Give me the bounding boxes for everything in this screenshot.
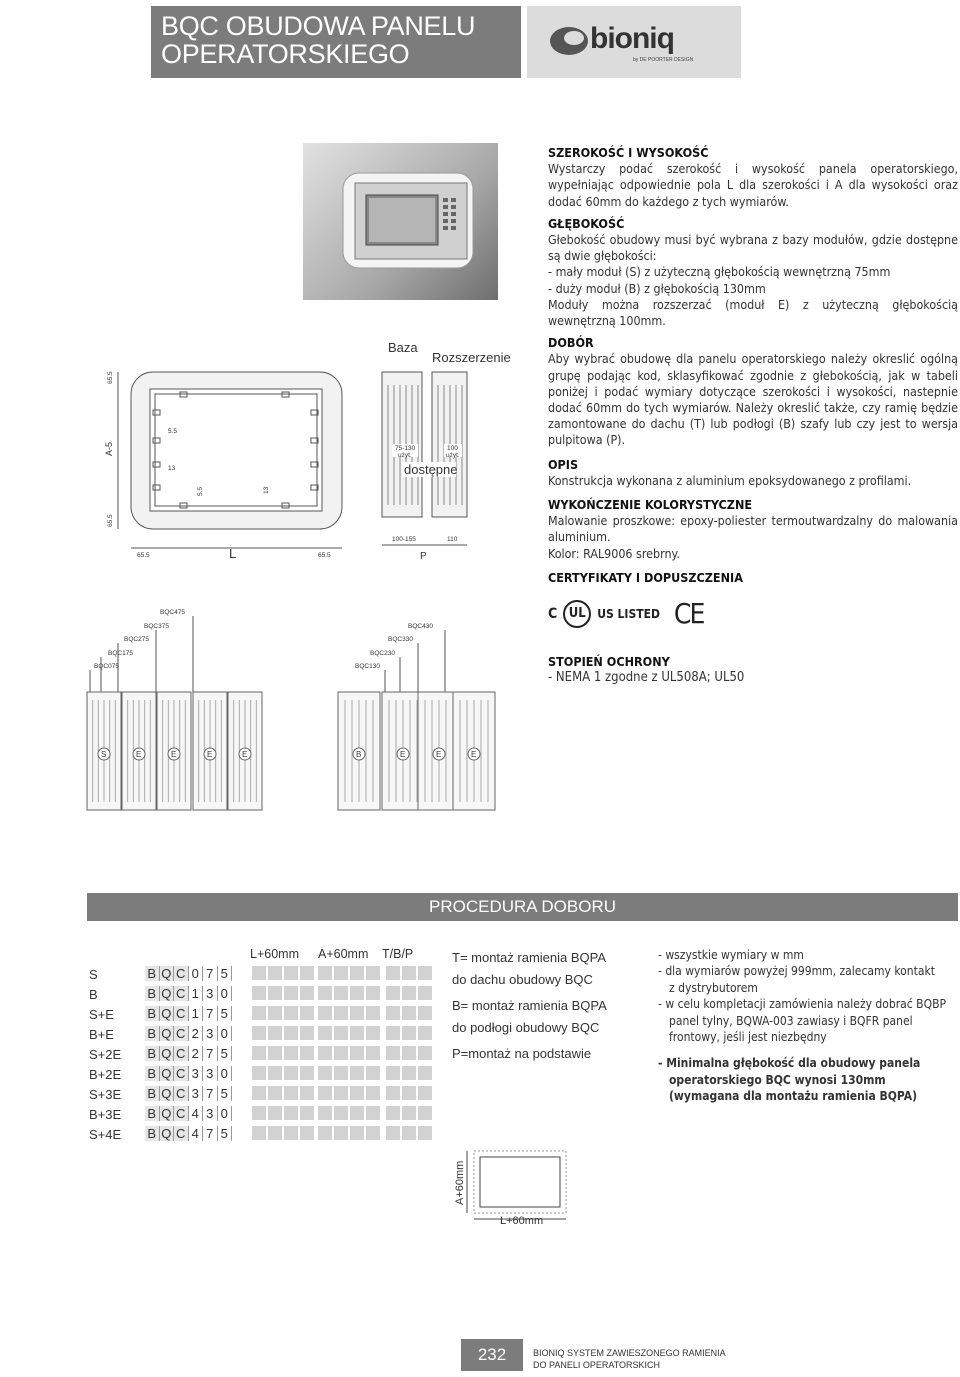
input-box: [418, 1006, 433, 1020]
row-product-code: [145, 1066, 232, 1081]
code-char: C: [174, 1086, 189, 1101]
input-boxes: [386, 1006, 433, 1020]
input-box: [268, 986, 283, 1000]
code-char: C: [174, 1006, 189, 1021]
input-box: [252, 986, 267, 1000]
input-boxes: [252, 1086, 315, 1100]
input-box: [386, 1006, 401, 1020]
input-box: [334, 1046, 349, 1060]
input-boxes: [252, 986, 315, 1000]
row-product-code: [145, 986, 232, 1001]
input-box: [252, 966, 267, 980]
sketch-label-a: A+60mm: [454, 1160, 466, 1205]
input-box: [300, 1126, 315, 1140]
note-line: z dystrybutorem: [669, 980, 758, 995]
input-boxes: [386, 1066, 433, 1080]
code-char: B: [145, 1106, 160, 1121]
input-box: [386, 986, 401, 1000]
input-box: [268, 1006, 283, 1020]
input-box: [252, 1126, 267, 1140]
input-box: [386, 1106, 401, 1120]
input-boxes: [386, 986, 433, 1000]
input-box: [386, 1026, 401, 1040]
table-row: [89, 1064, 449, 1084]
input-box: [284, 1126, 299, 1140]
table-row: [89, 1124, 449, 1144]
module-label: S: [101, 750, 107, 759]
input-box: [366, 1126, 381, 1140]
row-code: S+E: [89, 1007, 114, 1022]
note-bold: operatorskiego BQC wynosi 130mm: [669, 1072, 886, 1087]
input-box: [284, 986, 299, 1000]
input-box: [402, 1106, 417, 1120]
legend-line: do podłogi obudowy BQC: [452, 1020, 600, 1035]
dim-100: 100: [447, 445, 458, 452]
code-char: 1: [189, 986, 204, 1001]
heading-description: OPIS: [548, 456, 579, 472]
paragraph-width-height: Wystarczy podać szerokość i wysokość panela operatorskiego, wypełniając odpowiednie pola L dla szerokości i A dla wysokości oraz dodać 60mm do każdego z tych wymiarów.: [548, 161, 958, 209]
input-boxes: [386, 1126, 433, 1140]
code-char: 5: [218, 1086, 233, 1101]
heading-depth: GŁĘBOKOŚĆ: [548, 215, 625, 231]
row-code: S: [89, 967, 98, 982]
row-product-code: [145, 1026, 232, 1041]
code-char: Q: [160, 986, 175, 1001]
input-box: [268, 1126, 283, 1140]
dim-5-5: 5.5: [168, 428, 178, 435]
paragraph-depth-big: - duży moduł (B) z głębokością 130mm: [548, 280, 766, 296]
input-box: [386, 1126, 401, 1140]
code-char: C: [174, 966, 189, 981]
input-box: [402, 1006, 417, 1020]
code-char: 0: [218, 1026, 233, 1041]
input-box: [252, 1046, 267, 1060]
code-char: B: [145, 1026, 160, 1041]
code-char: 7: [203, 1126, 218, 1141]
col-header-tbp: T/B/P: [382, 947, 414, 961]
input-box: [268, 1086, 283, 1100]
input-boxes: [318, 1106, 381, 1120]
bqc-label-230: BQC230: [370, 650, 395, 657]
input-box: [402, 966, 417, 980]
input-box: [334, 1066, 349, 1080]
dim-usable-1: użyt.: [398, 452, 412, 459]
input-box: [386, 1046, 401, 1060]
input-box: [366, 1066, 381, 1080]
input-box: [300, 966, 315, 980]
row-product-code: [145, 1006, 232, 1021]
input-box: [418, 1026, 433, 1040]
input-box: [334, 986, 349, 1000]
dim-75-130: 75-130: [395, 445, 416, 452]
input-box: [252, 1086, 267, 1100]
input-boxes: [318, 1126, 381, 1140]
heading-width-height: SZEROKOŚĆ I WYSOKOŚĆ: [548, 145, 709, 160]
module-label: E: [242, 750, 248, 759]
legend-line: B= montaż ramienia BQPA: [452, 998, 607, 1013]
code-char: 3: [189, 1066, 204, 1081]
code-char: Q: [160, 1086, 175, 1101]
code-char: 7: [203, 966, 218, 981]
code-char: 2: [189, 1046, 204, 1061]
note-line: - w celu kompletacji zamówienia należy dobrać BQBP: [658, 997, 946, 1012]
input-box: [284, 1086, 299, 1100]
dim-100-155: 100-155: [392, 536, 416, 543]
note-line: panel tylny, BQWA-003 zawiasy i BQFR panel: [669, 1013, 913, 1028]
code-char: C: [174, 1106, 189, 1121]
ul-icon: UL: [563, 600, 591, 628]
label-rozszerzenie: Rozszerzenie: [432, 350, 511, 365]
input-box: [386, 1066, 401, 1080]
paragraph-description: Konstrukcja wykonana z aluminium epoksydowanego z profilami.: [548, 472, 912, 488]
input-box: [284, 1006, 299, 1020]
code-char: 7: [203, 1086, 218, 1101]
code-char: 7: [203, 1046, 218, 1061]
input-box: [334, 966, 349, 980]
input-box: [300, 1006, 315, 1020]
module-label: B: [356, 750, 362, 759]
row-product-code: [145, 1046, 232, 1061]
input-box: [386, 966, 401, 980]
input-box: [402, 986, 417, 1000]
paragraph-depth-intro: Głebokość obudowy musi być wybrana z bazy modułów, gdzie dostępne są dwie głębokości:: [548, 232, 958, 264]
input-box: [402, 1026, 417, 1040]
bqc-label-430: BQC430: [408, 623, 433, 630]
cert-c: C: [548, 605, 558, 622]
row-code: B+3E: [89, 1107, 122, 1122]
input-box: [252, 1106, 267, 1120]
input-box: [350, 1026, 365, 1040]
dim-5-5-v: 5.5: [197, 486, 204, 496]
dim-13: 13: [168, 465, 176, 472]
code-char: 7: [203, 1006, 218, 1021]
code-char: Q: [160, 1126, 175, 1141]
input-boxes: [252, 1126, 315, 1140]
input-box: [418, 1086, 433, 1100]
table-row: [89, 1024, 449, 1044]
code-char: 5: [218, 1046, 233, 1061]
input-box: [268, 1106, 283, 1120]
page-number: 232: [461, 1339, 523, 1371]
code-char: 0: [218, 1106, 233, 1121]
code-char: B: [145, 1086, 160, 1101]
row-code: B+2E: [89, 1067, 122, 1082]
input-box: [350, 1086, 365, 1100]
input-box: [268, 1066, 283, 1080]
code-char: B: [145, 986, 160, 1001]
paragraph-depth-ext: Moduły można rozszerzać (moduł E) z użyteczną głębokością wewnętrzną 100mm.: [548, 296, 958, 329]
code-char: 5: [218, 1126, 233, 1141]
bqc-label-130: BQC130: [355, 663, 380, 670]
input-box: [318, 1006, 333, 1020]
input-box: [268, 1026, 283, 1040]
input-box: [402, 1086, 417, 1100]
dim-65-5-top: 65.5: [107, 371, 114, 384]
input-boxes: [252, 1066, 315, 1080]
paragraph-color: Kolor: RAL9006 srebrny.: [548, 545, 680, 561]
bqc-label-175: BQC175: [108, 650, 133, 657]
code-char: 5: [218, 966, 233, 981]
input-box: [418, 966, 433, 980]
label-baza: Baza: [388, 340, 418, 355]
input-boxes: [252, 1046, 315, 1060]
code-char: 1: [189, 1006, 204, 1021]
input-box: [318, 1126, 333, 1140]
input-box: [366, 1006, 381, 1020]
input-box: [366, 1086, 381, 1100]
input-boxes: [318, 1086, 381, 1100]
brand-subtitle: by DE POORTER DESIGN: [633, 57, 694, 63]
row-product-code: [145, 966, 232, 981]
code-char: 4: [189, 1106, 204, 1121]
col-header-a: A+60mm: [318, 947, 369, 961]
input-box: [300, 1066, 315, 1080]
input-box: [252, 1006, 267, 1020]
module-label: E: [136, 750, 142, 759]
code-char: Q: [160, 1066, 175, 1081]
dim-65-5-r: 65.5: [318, 552, 331, 559]
input-boxes: [386, 1086, 433, 1100]
mounting-legend: [452, 947, 607, 1065]
code-char: 3: [189, 1086, 204, 1101]
input-boxes: [318, 986, 381, 1000]
row-code: S+3E: [89, 1087, 122, 1102]
input-box: [268, 966, 283, 980]
input-box: [300, 986, 315, 1000]
dim-p: P: [420, 551, 427, 562]
code-char: Q: [160, 1046, 175, 1061]
cert-us-listed: US LISTED: [597, 606, 660, 621]
dim-13-v: 13: [263, 486, 270, 494]
table-row: [89, 1044, 449, 1064]
bqc-label-375: BQC375: [144, 623, 169, 630]
code-char: 2: [189, 1026, 204, 1041]
code-char: 3: [203, 986, 218, 1001]
dim-65-5-bottom: 65.5: [107, 514, 114, 527]
heading-finish: WYKOŃCZENIE KOLORYSTYCZNE: [548, 497, 753, 513]
input-boxes: [252, 966, 315, 980]
code-char: B: [145, 1126, 160, 1141]
input-box: [334, 1106, 349, 1120]
code-char: B: [145, 1006, 160, 1021]
input-box: [318, 966, 333, 980]
module-label: E: [436, 750, 442, 759]
row-code: S+4E: [89, 1127, 122, 1142]
paragraph-selection: Aby wybrać obudowę dla panelu operatorskiego należy okreslić ogólną grupę podając kod, sklasyfikować zgodnie z głebokością, jak w tabeli poniżej i podać wymiary dotyczące szerokości i wysokości, nastepnie dodać 60mm do tych wymiarów. Należy okreslić także, czy ramię będzie zamontowane do dachu (T) lub podłogi (B) szafy lub czy jest to wersja pulpitowa (P).: [548, 351, 958, 448]
input-boxes: [252, 1106, 315, 1120]
certificate-logos: [548, 596, 958, 630]
procedure-title: PROCEDURA DOBORU: [428, 897, 617, 916]
table-row: [89, 1004, 449, 1024]
code-char: Q: [160, 1006, 175, 1021]
label-dostepne: dostępne: [404, 462, 458, 477]
dim-usable-2: użyt.: [446, 452, 460, 459]
page-title: BQC OBUDOWA PANELU OPERATORSKIEGO: [161, 11, 476, 69]
heading-certificates: CERTYFIKATY I DOPUSZCZENIA: [548, 569, 743, 585]
input-box: [318, 1086, 333, 1100]
input-box: [318, 1066, 333, 1080]
sketch-label-l: L+60mm: [500, 1215, 544, 1227]
input-boxes: [318, 1046, 381, 1060]
col-header-l: L+60mm: [250, 947, 299, 961]
input-boxes: [386, 966, 433, 980]
input-box: [418, 1126, 433, 1140]
code-char: C: [174, 1066, 189, 1081]
table-row: [89, 984, 449, 1004]
dimension-sketch: [450, 1145, 570, 1235]
module-label: E: [400, 750, 406, 759]
input-box: [402, 1046, 417, 1060]
bqc-label-275: BQC275: [124, 636, 149, 643]
heading-selection: DOBÓR: [548, 335, 594, 351]
input-box: [318, 1046, 333, 1060]
procedure-notes: [658, 947, 958, 1105]
code-char: C: [174, 986, 189, 1001]
input-boxes: [318, 966, 381, 980]
code-char: B: [145, 1066, 160, 1081]
input-box: [350, 966, 365, 980]
module-label: E: [471, 750, 477, 759]
code-char: C: [174, 1126, 189, 1141]
input-boxes: [386, 1106, 433, 1120]
dim-a-5: A-5: [104, 441, 114, 456]
input-box: [350, 986, 365, 1000]
note-line: - wszystkie wymiary w mm: [658, 948, 804, 962]
dim-110: 110: [447, 536, 458, 543]
input-box: [350, 1046, 365, 1060]
bqc-label-075: BQC075: [94, 663, 119, 670]
input-box: [366, 1026, 381, 1040]
input-box: [386, 1086, 401, 1100]
paragraph-finish: Malowanie proszkowe: epoxy-poliester termoutwardzalny do malowania aluminium.: [548, 513, 958, 545]
note-bold: (wymagana dla montażu ramienia BQPA): [669, 1089, 918, 1104]
code-char: 4: [189, 1126, 204, 1141]
table-row: [89, 1084, 449, 1104]
row-code: S+2E: [89, 1047, 122, 1062]
code-char: 0: [218, 986, 233, 1001]
input-box: [284, 1046, 299, 1060]
input-box: [252, 1066, 267, 1080]
input-box: [418, 986, 433, 1000]
input-box: [334, 1026, 349, 1040]
input-box: [350, 1066, 365, 1080]
input-boxes: [386, 1046, 433, 1060]
input-box: [366, 1046, 381, 1060]
input-box: [418, 1046, 433, 1060]
code-char: Q: [160, 1106, 175, 1121]
input-box: [366, 1106, 381, 1120]
code-char: Q: [160, 1026, 175, 1041]
dim-l: L: [229, 546, 237, 561]
table-row: [89, 964, 449, 984]
input-box: [284, 1026, 299, 1040]
input-box: [402, 1066, 417, 1080]
bqc-label-330: BQC330: [388, 636, 413, 643]
input-boxes: [252, 1006, 315, 1020]
note-bold: - Minimalna głębokość dla obudowy panela: [658, 1056, 921, 1071]
input-box: [366, 986, 381, 1000]
specification-text: [548, 145, 958, 686]
input-box: [300, 1086, 315, 1100]
input-boxes: [252, 1026, 315, 1040]
input-box: [284, 1066, 299, 1080]
input-box: [284, 966, 299, 980]
input-box: [300, 1026, 315, 1040]
note-line: frontowy, jeśli jest niezbędny: [669, 1030, 827, 1045]
input-box: [252, 1026, 267, 1040]
brand-name: bioniq: [590, 22, 674, 55]
code-char: 3: [203, 1106, 218, 1121]
input-box: [300, 1046, 315, 1060]
code-char: C: [174, 1026, 189, 1041]
input-boxes: [386, 1026, 433, 1040]
row-product-code: [145, 1126, 232, 1141]
note-line: - dla wymiarów powyżej 999mm, zalecamy kontakt: [658, 964, 935, 979]
paragraph-depth-small: - mały moduł (S) z użyteczną głębokością wewnętrzną 75mm: [548, 264, 891, 280]
bqc-label-475: BQC475: [160, 609, 185, 616]
input-boxes: [318, 1066, 381, 1080]
input-boxes: [318, 1006, 381, 1020]
input-boxes: [318, 1026, 381, 1040]
code-char: 3: [203, 1026, 218, 1041]
module-label: E: [171, 750, 177, 759]
footer-text: BIONIQ SYSTEM ZAWIESZONEGO RAMIENIA DO PANELI OPERATORSKICH: [533, 1348, 726, 1370]
legend-line: do dachu obudowy BQC: [452, 972, 593, 987]
input-box: [300, 1106, 315, 1120]
input-box: [318, 986, 333, 1000]
heading-protection: STOPIEŃ OCHRONY: [548, 654, 670, 670]
code-char: 0: [218, 1066, 233, 1081]
input-box: [334, 1006, 349, 1020]
input-box: [334, 1126, 349, 1140]
input-box: [268, 1046, 283, 1060]
paragraph-protection: - NEMA 1 zgodne z UL508A; UL50: [548, 670, 745, 686]
dim-65-5-l: 65.5: [137, 552, 150, 559]
code-char: 5: [218, 1006, 233, 1021]
input-box: [350, 1126, 365, 1140]
code-char: Q: [160, 966, 175, 981]
code-char: B: [145, 966, 160, 981]
input-box: [318, 1026, 333, 1040]
input-box: [366, 966, 381, 980]
code-char: C: [174, 1046, 189, 1061]
input-box: [318, 1106, 333, 1120]
input-box: [350, 1106, 365, 1120]
input-box: [402, 1126, 417, 1140]
row-code: B+E: [89, 1027, 114, 1042]
table-row: [89, 1104, 449, 1124]
legend-line: P=montaż na podstawie: [452, 1046, 592, 1061]
input-box: [350, 1006, 365, 1020]
row-product-code: [145, 1086, 232, 1101]
input-box: [418, 1066, 433, 1080]
input-box: [418, 1106, 433, 1120]
row-product-code: [145, 1106, 232, 1121]
row-code: B: [89, 987, 98, 1002]
code-char: 3: [203, 1066, 218, 1081]
legend-line: T= montaż ramienia BQPA: [452, 950, 607, 965]
ce-mark-icon: CE: [673, 596, 704, 630]
code-char: B: [145, 1046, 160, 1061]
module-label: E: [207, 750, 213, 759]
code-char: 0: [189, 966, 204, 981]
input-box: [334, 1086, 349, 1100]
input-box: [284, 1106, 299, 1120]
